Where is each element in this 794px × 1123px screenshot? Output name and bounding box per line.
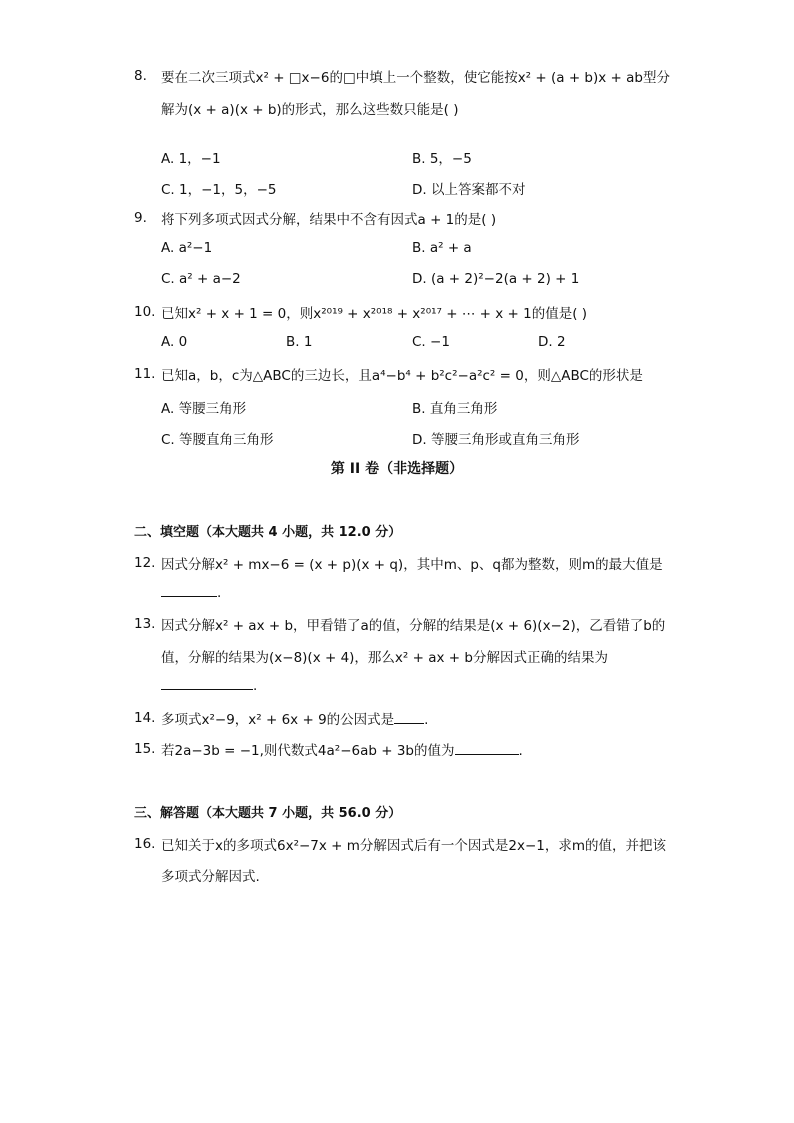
question-text: 多项式分解因式. (161, 869, 260, 885)
option-c: C. 1，−1，5，−5 (161, 182, 277, 198)
question-text: 已知x² + x + 1 = 0，则x²⁰¹⁹ + x²⁰¹⁸ + x²⁰¹⁷ + ⋯ + x + 1的值是( ) (161, 306, 588, 322)
question-number: 12. (134, 555, 156, 571)
part-title: 第 II 卷（非选择题） (330, 461, 464, 477)
question-text (161, 708, 428, 728)
question-number: 9. (134, 210, 147, 226)
question-text: 解为(x + a)(x + b)的形式，那么这些数只能是( ) (161, 102, 459, 118)
option-b: B. 5，−5 (412, 151, 472, 167)
punctuation: . (217, 585, 222, 601)
question-number: 14. (134, 710, 156, 726)
option-a: A. 等腰三角形 (161, 401, 247, 417)
question-number: 10. (134, 304, 156, 320)
question-text: 值，分解的结果为(x−8)(x + 4)，那么x² + ax + b分解因式正确的结果为 (161, 650, 608, 666)
option-a: A. 1，−1 (161, 151, 221, 167)
option-c: C. −1 (412, 334, 450, 350)
section-heading: 三、解答题（本大题共 7 小题，共 56.0 分） (134, 806, 402, 821)
question-text: 要在二次三项式x² + □x−6的□中填上一个整数，使它能按x² + (a + b)x + ab型分 (161, 70, 670, 86)
answer-blank[interactable] (161, 584, 217, 597)
answer-line (161, 677, 257, 694)
option-c: C. a² + a−2 (161, 271, 241, 287)
question-text: 将下列多项式因式分解，结果中不含有因式a + 1的是( ) (161, 212, 497, 228)
question-number: 13. (134, 616, 156, 632)
option-b: B. a² + a (412, 240, 472, 256)
question-number: 16. (134, 836, 156, 852)
option-a: A. 0 (161, 334, 188, 350)
question-number: 15. (134, 741, 156, 757)
answer-blank[interactable] (161, 677, 253, 690)
question-text-before: 若2a−3b = −1,则代数式4a²−6ab + 3b的值为 (161, 743, 455, 759)
question-number: 8. (134, 68, 147, 84)
option-d: D. 以上答案都不对 (412, 182, 526, 198)
answer-blank[interactable] (455, 742, 519, 755)
option-a: A. a²−1 (161, 240, 213, 256)
question-text: 已知关于x的多项式6x²−7x + m分解因式后有一个因式是2x−1，求m的值，并把该 (161, 838, 667, 854)
answer-line (161, 584, 221, 601)
question-text: 因式分解x² + mx−6 = (x + p)(x + q)，其中m、p、q都为整数，则m的最大值是 (161, 557, 663, 573)
option-d: D. 等腰三角形或直角三角形 (412, 432, 580, 448)
punctuation: . (518, 743, 523, 759)
option-b: B. 1 (286, 334, 313, 350)
option-c: C. 等腰直角三角形 (161, 432, 274, 448)
option-b: B. 直角三角形 (412, 401, 498, 417)
question-text: 已知a，b，c为△ABC的三边长，且a⁴−b⁴ + b²c²−a²c² = 0，则△ABC的形状是 (161, 368, 643, 384)
punctuation: . (253, 678, 258, 694)
option-d: D. (a + 2)²−2(a + 2) + 1 (412, 271, 580, 287)
punctuation: . (424, 712, 429, 728)
question-text (161, 739, 523, 759)
question-text-before: 多项式x²−9，x² + 6x + 9的公因式是 (161, 712, 395, 728)
section-heading: 二、填空题（本大题共 4 小题，共 12.0 分） (134, 525, 402, 540)
question-text: 因式分解x² + ax + b，甲看错了a的值，分解的结果是(x + 6)(x−2)，乙看错了b的 (161, 618, 666, 634)
answer-blank[interactable] (394, 711, 424, 724)
option-d: D. 2 (538, 334, 566, 350)
question-number: 11. (134, 366, 156, 382)
